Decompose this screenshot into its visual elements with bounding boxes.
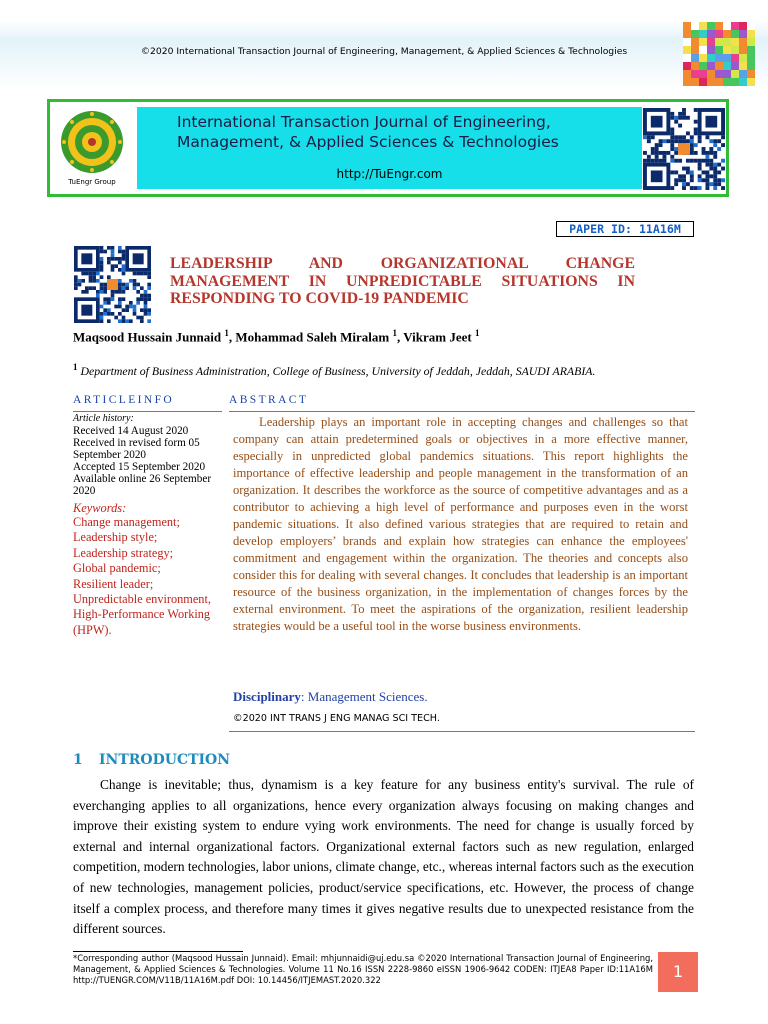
author-affiliation-mark: 1 [224, 328, 229, 338]
author-name: Maqsood Hussain Junnaid [73, 329, 222, 345]
author-name: Mohammad Saleh Miralam [235, 329, 390, 345]
affiliation-text: Department of Business Administration, College of Business, University of Jeddah, Jeddah, SAUDI ARABIA. [80, 363, 596, 378]
logo-label: TuEngr Group [68, 178, 116, 186]
divider [229, 731, 695, 732]
paper-id-badge: PAPER ID: 11A16M [556, 221, 694, 237]
section-heading-introduction [73, 752, 230, 768]
article-info-heading: ARTICLEINFO [73, 394, 222, 412]
pixel-mosaic-logo [683, 22, 755, 88]
keyword: Resilient leader; [73, 576, 154, 591]
corresponding-author-footnote: *Corresponding author (Maqsood Hussain Junnaid). Email: mhjunnaidi@uj.edu.sa ©2020 International Transaction Journal of Engineering, Management, & Applied Sciences & Technologies. Volume 11 No.16 ISSN 2228-9860 eISSN 1906-9642 CODEN: ITJEA8 Paper ID:11A16M http://TUENGR.COM/V11B/11A16M.pdf DOI: 10.14456/ITJEMAST.2020.322 [73, 953, 653, 985]
author-list: Maqsood Hussain Junnaid $^1$, Mohammad Saleh Miralam $^1$, Vikram Jeet $^1$ [73, 328, 480, 345]
disciplinary-value: : Management Sciences. [300, 689, 428, 704]
abstract-copyright: ©2020 INT TRANS J ENG MANAG SCI TECH. [233, 713, 440, 724]
keyword: Change management; [73, 515, 180, 529]
journal-url[interactable]: http://TuEngr.com [336, 167, 443, 181]
paper-title: LEADERSHIP AND ORGANIZATIONAL CHANGE MANAGEMENT IN UNPREDICTABLE SITUATIONS IN RESPONDING TO COVID-19 PANDEMIC [170, 255, 635, 307]
affiliation [73, 362, 595, 379]
keywords-label: Keywords: [73, 501, 127, 515]
abstract-heading: ABSTRACT [229, 394, 695, 412]
banner-title-panel [137, 107, 642, 189]
qr-code-icon [74, 246, 151, 323]
history-item: Accepted 15 September 2020 [73, 461, 206, 473]
abstract-text: Leadership plays an important role in accepting changes and challenges so that company can attain predetermined goals or objectives in a more effective manner, especially in unpredicted global pandemics situations. This report highlights the importance of effective leadership and people management in the transformation of an organization. It describes the workforce as the source of competitive advantages and as a contributor to achieving a high level of performance and purposes even in the worst pandemic situations. It also defined various strategies that are required to retain and develop employers’ brands and explain how strategies can enhance the employees' commitment and engagement within the organization. The theories and concepts also consider this for dealing with several changes. It concludes that leadership is an important resource of the business organization, in the implementation of changes forces by the external environment. To meet the aspirations of the organization, resilient leadership strategies would be a useful tool in the worse business environments. [233, 415, 688, 633]
header-copyright: ©2020 International Transaction Journal of Engineering, Management, & Applied Sciences & Technologies [140, 46, 628, 57]
keyword: Unpredictable environment, [73, 592, 211, 607]
keyword: Leadership strategy; [73, 545, 174, 560]
page-number: 1 [658, 952, 698, 992]
journal-title [177, 112, 637, 152]
journal-title-line2: Management, & Applied Sciences & Technologies [177, 133, 559, 151]
author-affiliation-mark: 1 [474, 328, 480, 338]
article-info [73, 413, 222, 638]
affiliation-mark: 1 [73, 362, 78, 372]
tuengr-logo [56, 108, 128, 188]
history-item: Received in revised form 05 September 2020 [73, 437, 200, 461]
article-history-label: Article history: [73, 413, 134, 424]
keyword: High-Performance Working (HPW). [73, 607, 211, 637]
disciplinary [233, 689, 428, 705]
author-affiliation-mark: 1 [392, 328, 397, 338]
qr-code-icon [643, 108, 725, 190]
journal-title-line1: International Transaction Journal of Engineering, [177, 113, 551, 131]
section-title: INTRODUCTION [99, 752, 231, 768]
section-number: 1 [73, 752, 83, 768]
keyword: Global pandemic; [73, 561, 161, 576]
footnote-divider [73, 951, 243, 952]
header-band [0, 0, 768, 90]
disciplinary-label: Disciplinary [233, 689, 301, 704]
journal-banner [47, 99, 729, 197]
history-item: Received 14 August 2020 [73, 425, 189, 437]
author-name: Vikram Jeet [403, 329, 472, 345]
keyword: Leadership style; [73, 530, 158, 545]
introduction-paragraph: Change is inevitable; thus, dynamism is a key feature for any business entity's survival. The rule of everchanging applies to all organizations, hence every organization always focusing on making changes and improve their existing system to endure vying work environments. The need for change is usually forced by external and internal organizational factors. Organizational external factors such as new regulation, enlarged competition, modern technologies, labor unions, climate change, etc., whereas internal factors such as the execution of new technologies, management policies, product/service specifications, etc. However, the process of change itself a complex process, and therefore many times it gives negative results due to unexpected resistance from the different sources. [73, 777, 694, 937]
history-item: Available online 26 September 2020 [73, 473, 212, 497]
